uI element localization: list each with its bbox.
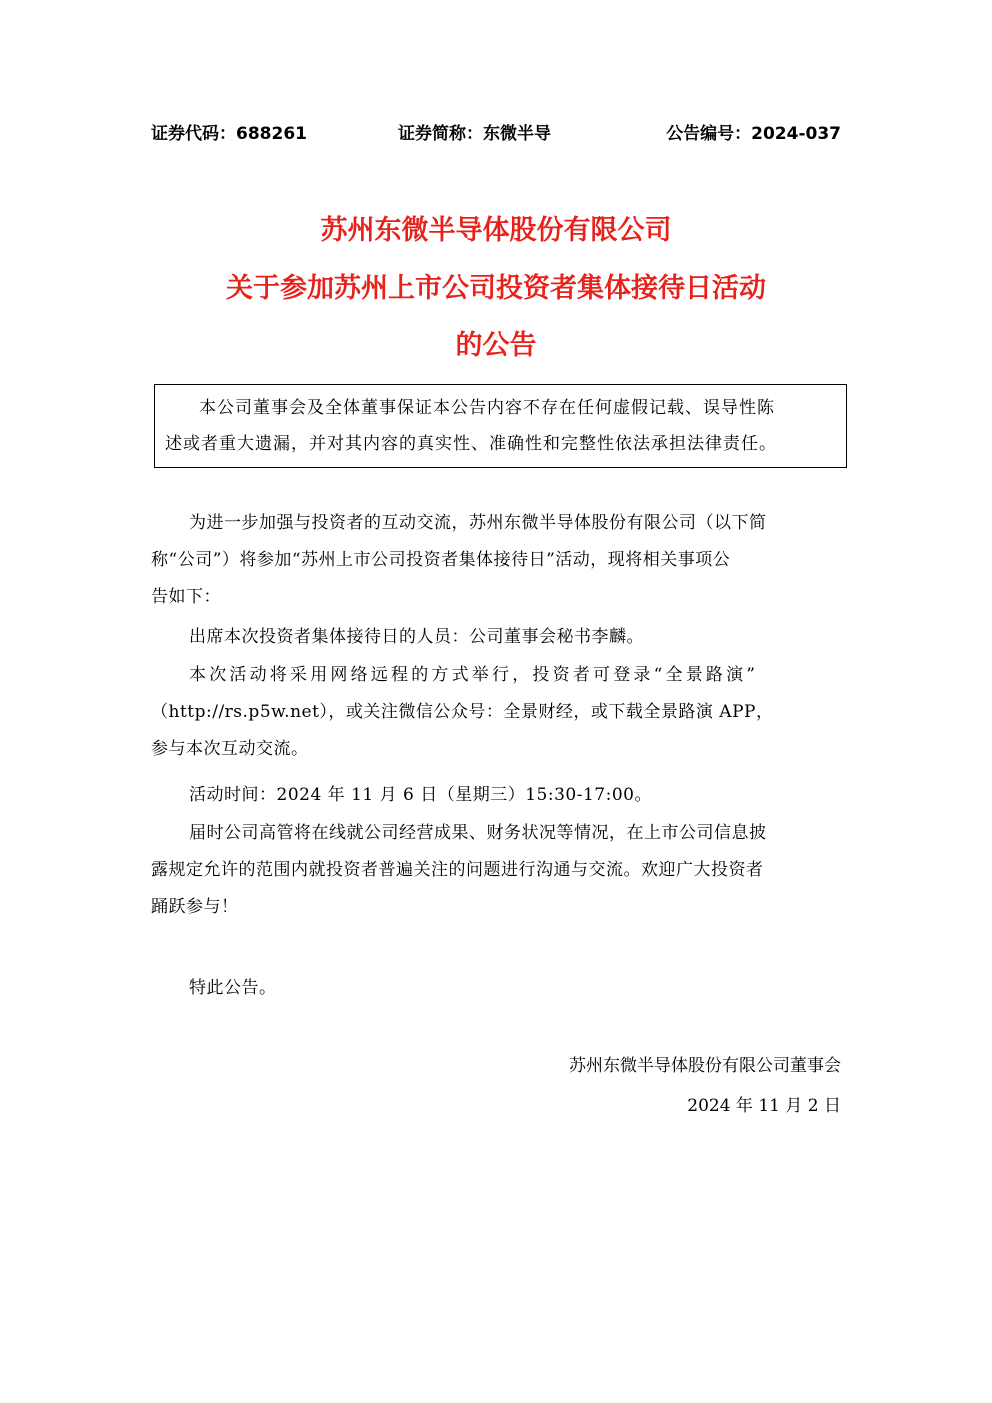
- body-line: 参与本次互动交流。: [151, 739, 309, 759]
- paragraph-welcome: [151, 815, 841, 852]
- body-line: 踊跃参与！: [151, 897, 239, 917]
- paragraph-attendee: [151, 619, 841, 656]
- body-line: 特此公告。: [189, 978, 277, 998]
- paragraph-time: [151, 777, 841, 814]
- body-line: 为进一步加强与投资者的互动交流，苏州东微半导体股份有限公司（以下简: [189, 513, 767, 533]
- signature-company: 苏州东微半导体股份有限公司董事会: [569, 1056, 841, 1076]
- body-line: 出席本次投资者集体接待日的人员：公司董事会秘书李麟。: [189, 627, 644, 647]
- paragraph-method: [151, 657, 841, 694]
- notice-line: 本公司董事会及全体董事保证本公告内容不存在任何虚假记载、误导性陈: [199, 398, 775, 418]
- paragraph-method-cont: [151, 694, 841, 768]
- security-code: 证券代码：688261: [151, 124, 307, 144]
- body-line: 活动时间：2024 年 11 月 6 日（星期三）15:30-17:00。: [189, 785, 652, 805]
- board-guarantee-notice: [154, 384, 847, 468]
- body-line: （http://rs.p5w.net），或关注微信公众号：全景财经，或下载全景路演 APP，: [151, 702, 774, 722]
- notice-text: [165, 390, 836, 426]
- announcement-number: 公告编号：2024-037: [666, 124, 841, 144]
- title-subject: 关于参加苏州上市公司投资者集体接待日活动: [226, 273, 766, 304]
- body-line: 本次活动将采用网络远程的方式举行，投资者可登录“全景路演”: [189, 665, 759, 685]
- body-line: 露规定允许的范围内就投资者普遍关注的问题进行沟通与交流。欢迎广大投资者: [151, 860, 764, 880]
- title-suffix: 的公告: [455, 330, 537, 361]
- title-company: 苏州东微半导体股份有限公司: [320, 215, 672, 246]
- security-abbreviation: 证券简称：东微半导: [398, 124, 551, 144]
- paragraph-welcome-cont: [151, 852, 841, 926]
- body-line: 告如下：: [151, 587, 221, 607]
- notice-line: 述或者重大遗漏，并对其内容的真实性、准确性和完整性依法承担法律责任。: [165, 434, 777, 454]
- signature-date: 2024 年 11 月 2 日: [687, 1096, 841, 1116]
- paragraph-intro: [151, 505, 841, 542]
- notice-text-cont: [165, 426, 836, 462]
- body-line: 称“公司”）将参加“苏州上市公司投资者集体接待日”活动，现将相关事项公: [151, 550, 731, 570]
- paragraph-closing: [151, 970, 841, 1007]
- announcement-header: [151, 120, 841, 148]
- body-line: 届时公司高管将在线就公司经营成果、财务状况等情况，在上市公司信息披: [189, 823, 767, 843]
- paragraph-intro-cont: [151, 542, 841, 616]
